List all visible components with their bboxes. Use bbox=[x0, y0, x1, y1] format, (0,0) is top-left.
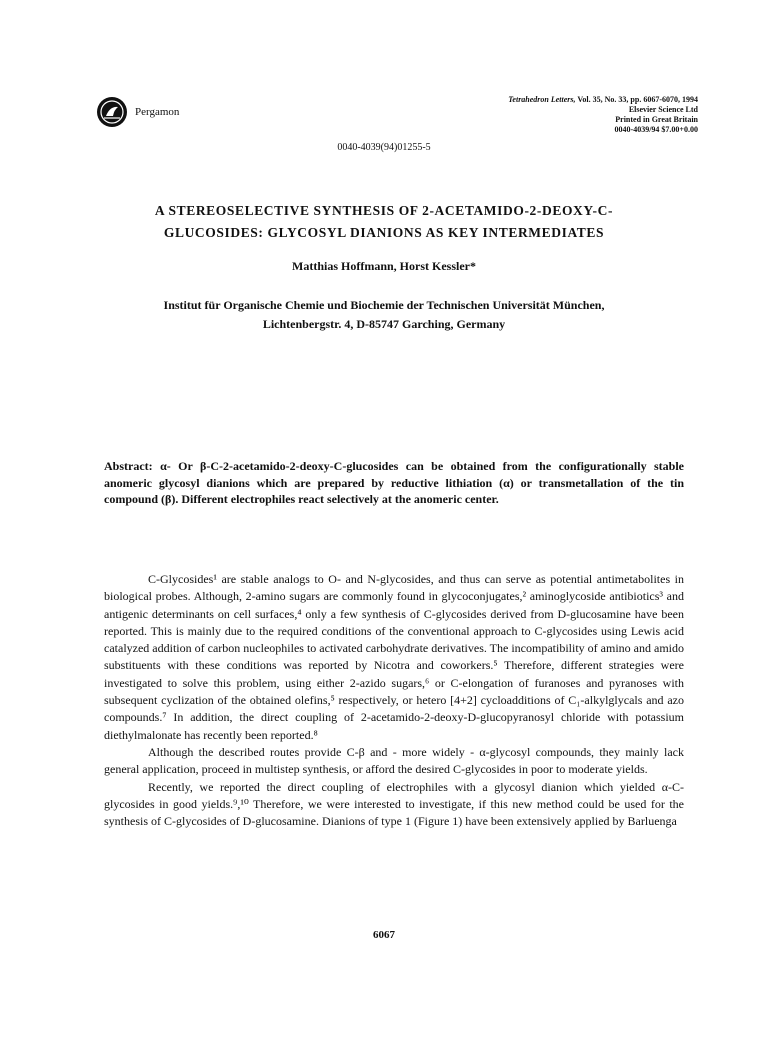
journal-line-2: Elsevier Science Ltd bbox=[628, 105, 698, 114]
body-text bbox=[104, 571, 684, 830]
paragraph-2: Although the described routes provide C-β and - more widely - α-glycosyl compounds, they mainly lack general application, proceed in multistep synthesis, or afford the desired C-glycosides in poor to moderate yields. bbox=[104, 744, 684, 777]
article-code: 0040-4039(94)01255-5 bbox=[337, 142, 431, 153]
paragraph-3: Recently, we reported the direct coupling of electrophiles with a glycosyl dianion which yielded α-C-glycosides in good yields.⁹,¹⁰ Therefore, we were interested to investigate, if this new method could be used for the synthesis of C-glycosides of D-glucosamine. Dianions of type 1 (Figure 1) have been extensively applied by Barluenga bbox=[104, 779, 684, 829]
journal-volume: Vol. 35, No. 33, pp. 6067-6070, 1994 bbox=[577, 95, 698, 104]
title-line-2: GLUCOSIDES: GLYCOSYL DIANIONS AS KEY INTERMEDIATES bbox=[163, 225, 605, 240]
title-line-1: A STEREOSELECTIVE SYNTHESIS OF 2-ACETAMIDO-2-DEOXY-C- bbox=[154, 203, 614, 218]
affiliation-line-1: Institut für Organische Chemie und Biochemie der Technischen Universität München, bbox=[163, 298, 605, 312]
journal-line-3: Printed in Great Britain bbox=[615, 115, 698, 124]
page-number: 6067 bbox=[373, 929, 395, 941]
journal-name: Tetrahedron Letters, bbox=[508, 95, 576, 104]
journal-citation bbox=[508, 95, 698, 135]
abstract-text: α- Or β-C-2-acetamido-2-deoxy-C-glucosides can be obtained from the configurationally stable anomeric glycosyl dianions which are prepared by reductive lithiation (α) or transmetallation of the tin compound (β). Different electrophiles react selectively at the anomeric center. bbox=[104, 459, 684, 507]
paragraph-1: C-Glycosides¹ are stable analogs to O- and N-glycosides, and thus can serve as potential antimetabolites in biological probes. Although, 2-amino sugars are commonly found in glycoconjugates,² aminoglycoside antibiotics³ and antigenic determinants on cell surfaces,⁴ only a few synthesis of C-glycosides derived from D-glucosamine have been reported. This is mainly due to the required conditions of the conventional approach to C-glycosides using Lewis acid catalyzed addition of carbon nucleophiles to activated carbohydrate derivatives. The incompatibility of amino and amido substituents with these conditions was reported by Nicotra and coworkers.⁵ Therefore, different strategies were investigated to solve this problem, using either 2-azido sugars,⁶ or C-elongation of furanoses and pyranoses with subsequent cyclization of the obtained olefins,⁵ respectively, or hetero [4+2] cycloadditions of C₁-alkylglycals and azo compounds.⁷ In addition, the direct coupling of 2-acetamido-2-deoxy-D-glucopyranosyl chloride with potassium diethylmalonate has recently been reported.⁸ bbox=[104, 572, 684, 742]
paper-title bbox=[90, 200, 678, 244]
affiliation bbox=[90, 296, 678, 334]
abstract-label: Abstract: bbox=[104, 459, 153, 473]
journal-line-4: 0040-4039/94 $7.00+0.00 bbox=[614, 125, 698, 134]
pergamon-logo-icon bbox=[96, 96, 128, 128]
abstract bbox=[104, 458, 684, 508]
journal-line-1 bbox=[508, 95, 698, 105]
publisher-name: Pergamon bbox=[135, 106, 180, 118]
authors: Matthias Hoffmann, Horst Kessler* bbox=[292, 259, 476, 273]
affiliation-line-2: Lichtenbergstr. 4, D-85747 Garching, Germany bbox=[262, 317, 506, 331]
